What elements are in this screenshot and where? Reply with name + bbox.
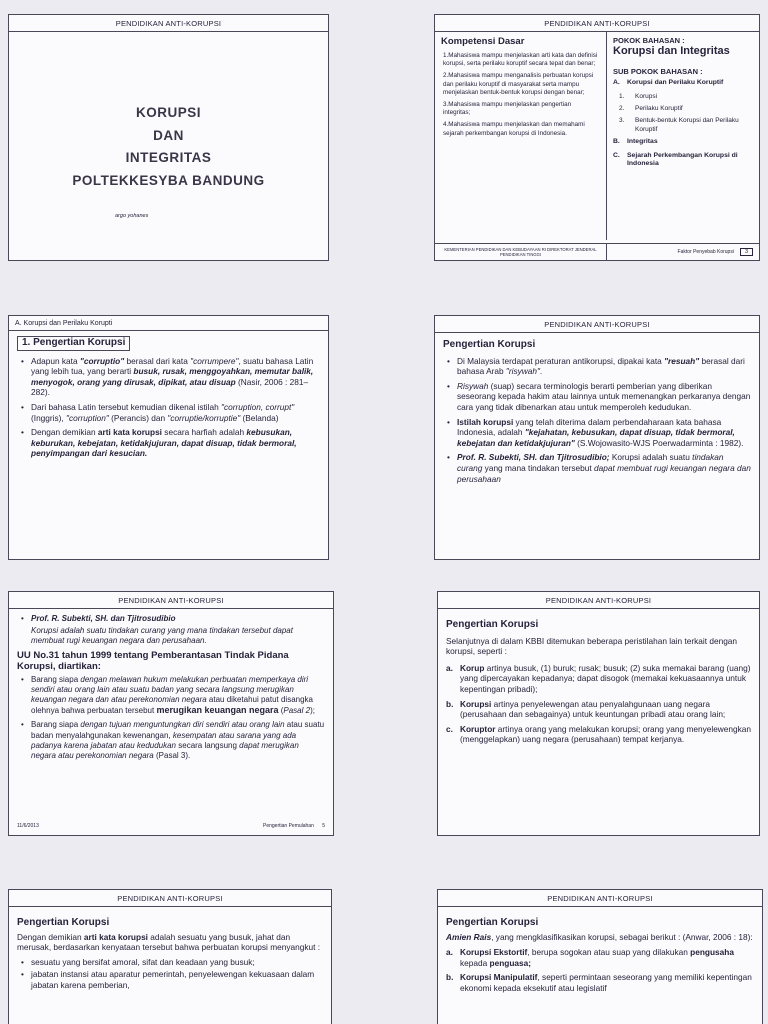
slide-pengertian-5 — [8, 889, 332, 1024]
pb-main: Korupsi dan Integritas — [613, 45, 730, 57]
kd-title: Kompetensi Dasar — [441, 36, 525, 47]
term-list — [446, 947, 754, 993]
bullet-list — [17, 675, 325, 762]
list-item: • Istilah korupsi yang telah diterima dalam perbendaharaan kata bahasa Indonesia, adalah "kejahatan, kebusukan, dapat disuap, tidak bermoral, kebejatan dan ketidakjujuran" (S.Wojowasito-WJS Poerwadarminta : 1982). — [443, 417, 751, 449]
list-item: • Risywah (suap) secara terminologis berarti pemberian yang diberikan seseorang kepada hakim atau lainnya untuk memenangkan perkaranya dengan cara yang tidak dibenarkan atau untuk memperoleh kedudukan. — [443, 381, 751, 413]
slide-header: PENDIDIKAN ANTI-KORUPSI — [9, 592, 333, 609]
slide-header: PENDIDIKAN ANTI-KORUPSI — [438, 592, 759, 609]
slide-header: PENDIDIKAN ANTI-KORUPSI — [9, 890, 331, 907]
kd-item: 3.Mahasiswa mampu menjelaskan pengertian integritas; — [443, 101, 572, 117]
slide-overview — [434, 14, 760, 261]
list-item: a. Korup artinya busuk, (1) buruk; rusak; busuk; (2) suka memakai barang (uang) yang dipercayakan kepadanya; dapat disogok (memakai kekuasaannya untuk kepentingan pribadi); — [446, 662, 751, 694]
sp-title: SUB POKOK BAHASAN : — [613, 67, 703, 76]
bullet-list — [17, 957, 323, 991]
slide-pengertian-2 — [434, 315, 760, 560]
kd-item: 4.Mahasiswa mampu menjelaskan dan memahami sejarah perkembangan korupsi di Indonesia. — [443, 121, 585, 137]
list-item: c. Koruptor artinya orang yang melakukan korupsi; orang yang menyelewengkan (menggelapkan) uang negara (perusahaan) tempat kerjanya. — [446, 723, 752, 745]
section-title: 1. Pengertian Korupsi — [17, 336, 130, 351]
page-number: 5 — [322, 823, 325, 829]
slide-pengertian-3 — [8, 591, 334, 836]
page-number: 3 — [740, 248, 753, 256]
list-item: • Prof. R. Subekti, SH. dan Tjitrosudibio; Korupsi adalah suatu tindakan curang yang mana tindakan tersebut dapat membuat rugi keuangan negara dan perusahaan — [443, 452, 751, 484]
list-item: b. Korupsi artinya penyelewengan atau penyalahgunaan uang negara (perusahaan dan sebagainya) untuk keuntungan pribadi atau orang lain; — [446, 698, 726, 720]
kd-item: 2.Mahasiswa mampu menganalisis perbuatan korupsi dan perilaku koruptif di masyarakat serta mampu menjelaskan bentuk-bentuk korupsi dengan benar; — [443, 72, 594, 96]
section-title: Pengertian Korupsi — [443, 339, 536, 350]
sp-item-b: B. Integritas — [613, 138, 658, 146]
list-item: • Barang siapa dengan tujuan menguntungkan diri sendiri atau orang lain atau suatu badan menyalahgunakan kewenangan, kesempatan atau sarana yang ada padanya karena jabatan atau kedudukan secara langsung dapat merugikan negara atau perekonomian negara (Pasal 3). — [17, 720, 325, 761]
list-item: • Adapun kata "corruptio" berasal dari kata "corrumpere", suatu bahasa Latin yang lebih tua, yang berarti busuk, rusak, menggoyahkan, memutar balik, menyogok, orang yang dirusak, dipikat, atau disuap (Nasir, 2006 : 281–282). — [17, 356, 320, 398]
pb-title: POKOK BAHASAN : — [613, 36, 685, 45]
title-line-1: KORUPSI — [135, 105, 201, 120]
slide-header: PENDIDIKAN ANTI-KORUPSI — [435, 316, 759, 333]
slide-footer — [435, 243, 759, 260]
overview-columns — [435, 32, 759, 240]
slide-header: PENDIDIKAN ANTI-KORUPSI — [9, 15, 328, 32]
uu-title: UU No.31 tahun 1999 tentang Pemberantasan Tindak Pidana Korupsi, diartikan: — [17, 649, 289, 672]
title-line-3: INTEGRITAS — [125, 150, 212, 165]
bullet-list — [17, 614, 325, 624]
pokok-bahasan — [607, 32, 759, 240]
list-item: • jabatan instansi atau aparatur pemerintah, penyelewengan kekuasaan dalam jabatan karena pemberian, — [17, 969, 323, 990]
list-item: • Dengan demikian arti kata korupsi secara harfiah adalah kebusukan, keburukan, kebejatan, ketidakjujuran, dapat disuap, tidak bermoral, penyimpangan dari kesucian. — [17, 427, 320, 459]
intro-text: Amien Rais, yang mengklasifikasikan korupsi, sebagai berikut : (Anwar, 2006 : 18): — [446, 931, 753, 942]
section-title: Pengertian Korupsi — [446, 917, 539, 928]
sp-sub-item: 3. Bentuk-bentuk Korupsi dan Perilaku Koruptif — [619, 117, 739, 133]
kompetensi-dasar — [435, 32, 607, 240]
slide-title — [8, 14, 329, 261]
footer-date: 11/6/2013 — [17, 823, 39, 829]
section-title: Pengertian Korupsi — [446, 619, 539, 630]
list-item: • Barang siapa dengan melawan hukum melakukan perbuatan memperkaya diri sendiri atau orang lain atau suatu badan yang secara langsung merugikan keuangan negara dan atau perekonomian negara atau diketahui patut disangka olehnya bahwa perbuatan tersebut merugikan keuangan negara (Pasal 2); — [17, 675, 325, 717]
title-line-2: DAN — [153, 127, 184, 143]
list-item: • Dari bahasa Latin tersebut kemudian dikenal istilah "corruption, corrupt" (Inggris), "corruption" (Perancis) dan "corruptie/korruptie" (Belanda) — [17, 402, 320, 423]
list-item: • Prof. R. Subekti, SH. dan Tjitrosudibio — [17, 614, 325, 624]
list-item: • Di Malaysia terdapat peraturan antikorupsi, dipakai kata "resuah" berasal dari bahasa Arab "risywah". — [443, 356, 751, 377]
list-item: • sesuatu yang bersifat amoral, sifat dan keadaan yang busuk; — [17, 957, 323, 968]
list-item: b. Korupsi Manipulatif, seperti permintaan seseorang yang memiliki kepentingan ekonomi kepada eksekutif atau legislatif — [446, 972, 752, 993]
slide-header: A. Korupsi dan Perilaku Korupti — [9, 316, 328, 331]
slide-footer — [9, 823, 333, 829]
list-item: a. Korupsi Ekstortif, berupa sogokan atau suap yang dilakukan pengusaha kepada penguasa; — [446, 947, 734, 968]
term-list — [446, 663, 751, 745]
slide-header: PENDIDIKAN ANTI-KORUPSI — [435, 15, 759, 32]
footer-topic: Faktor Penyebab Korupsi — [677, 249, 734, 255]
sp-sub-item: 2. Perilaku Koruptif — [619, 105, 683, 112]
bullet-list — [443, 356, 751, 485]
slide-header: PENDIDIKAN ANTI-KORUPSI — [438, 890, 762, 907]
kd-item: 1.Mahasiswa mampu menjelaskan arti kata dan definisi korupsi, serta perilaku koruptif secara tepat dan benar; — [443, 52, 598, 68]
section-title: Pengertian Korupsi — [17, 917, 110, 928]
slide-pengertian-6 — [437, 889, 763, 1024]
slide-pengertian-1 — [8, 315, 329, 560]
intro-text: Selanjutnya di dalam KBBI ditemukan beberapa peristilahan lain terkait dengan korupsi, seperti : — [446, 635, 738, 657]
sp-sub-item: 1. Korupsi — [619, 92, 658, 100]
title-line-4: POLTEKKESYBA BANDUNG — [72, 172, 265, 188]
slide-title-block — [9, 102, 328, 192]
sp-item-a: A. Korupsi dan Perilaku Koruptif — [613, 79, 724, 86]
sp-item-c: C. Sejarah Perkembangan Korupsi di Indonesia — [613, 151, 738, 168]
bullet-list — [17, 356, 320, 459]
slide-pengertian-4 — [437, 591, 760, 836]
footer-institution: KEMENTERIAN PENDIDIKAN DAN KEBUDAYAAN RI DIREKTORAT JENDERAL PENDIDIKAN TINGGI — [435, 244, 607, 260]
author: argo yohanes — [115, 213, 149, 219]
footer-topic: Pengertian Pemulahan — [263, 823, 314, 829]
definition-text: Korupsi adalah suatu tindakan curang yang mana tindakan tersebut dapat membuat rugi keuangan negara dan perusahaan. — [31, 626, 293, 646]
intro-text: Dengan demikian arti kata korupsi adalah sesuatu yang busuk, jahat dan merusak, berdasarkan kenyataan tersebut bahwa perbuatan korupsi menyangkut : — [17, 931, 321, 953]
